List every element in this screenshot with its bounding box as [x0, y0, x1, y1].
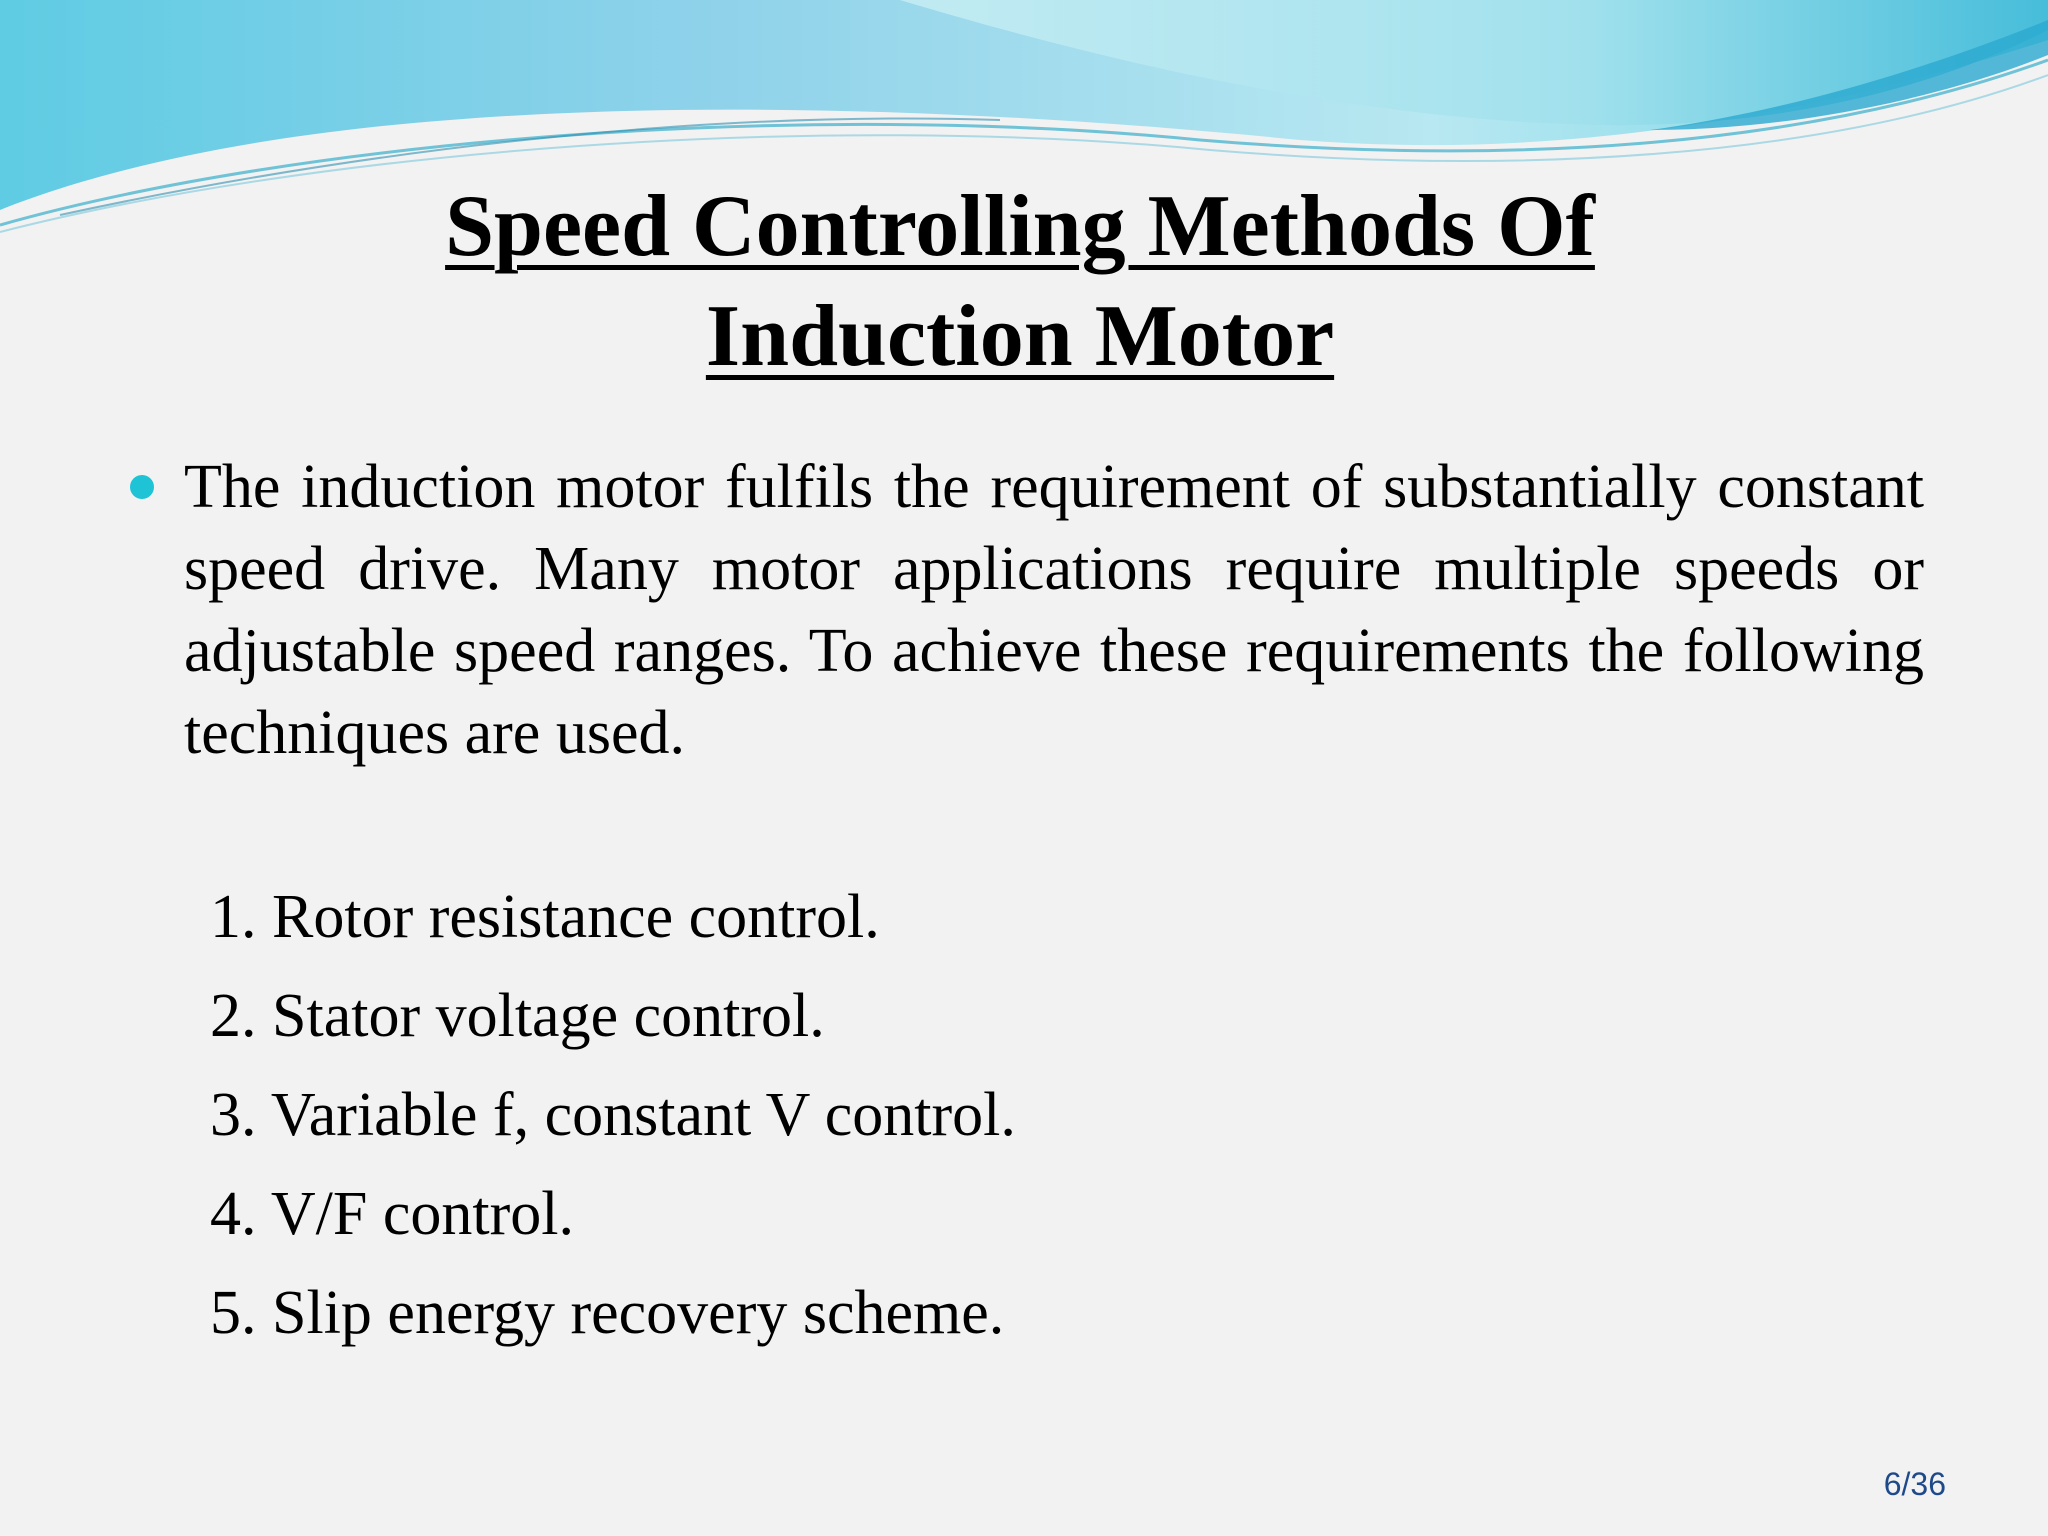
list-item: 5. Slip energy recovery scheme.: [210, 1279, 1005, 1347]
slide-title: [0, 172, 2040, 392]
methods-list: [210, 868, 1016, 1363]
list-item: 3. Variable f, constant V control.: [210, 1081, 1016, 1149]
page-number: 6/36: [1883, 1466, 1946, 1502]
bullet-icon: [130, 475, 154, 499]
title-line-2: Induction Motor: [705, 288, 1335, 385]
list-item: 2. Stator voltage control.: [210, 982, 825, 1050]
title-line-1: Speed Controlling Methods Of: [445, 178, 1595, 275]
list-item: 1. Rotor resistance control.: [210, 883, 880, 951]
list-item: 4. V/F control.: [210, 1180, 574, 1248]
intro-paragraph: The induction motor fulfils the requirement of substantially constant speed drive. Many motor applications require multiple speeds or adjustable speed ranges. To achieve these requirements the following techniques are used.: [184, 453, 1924, 767]
